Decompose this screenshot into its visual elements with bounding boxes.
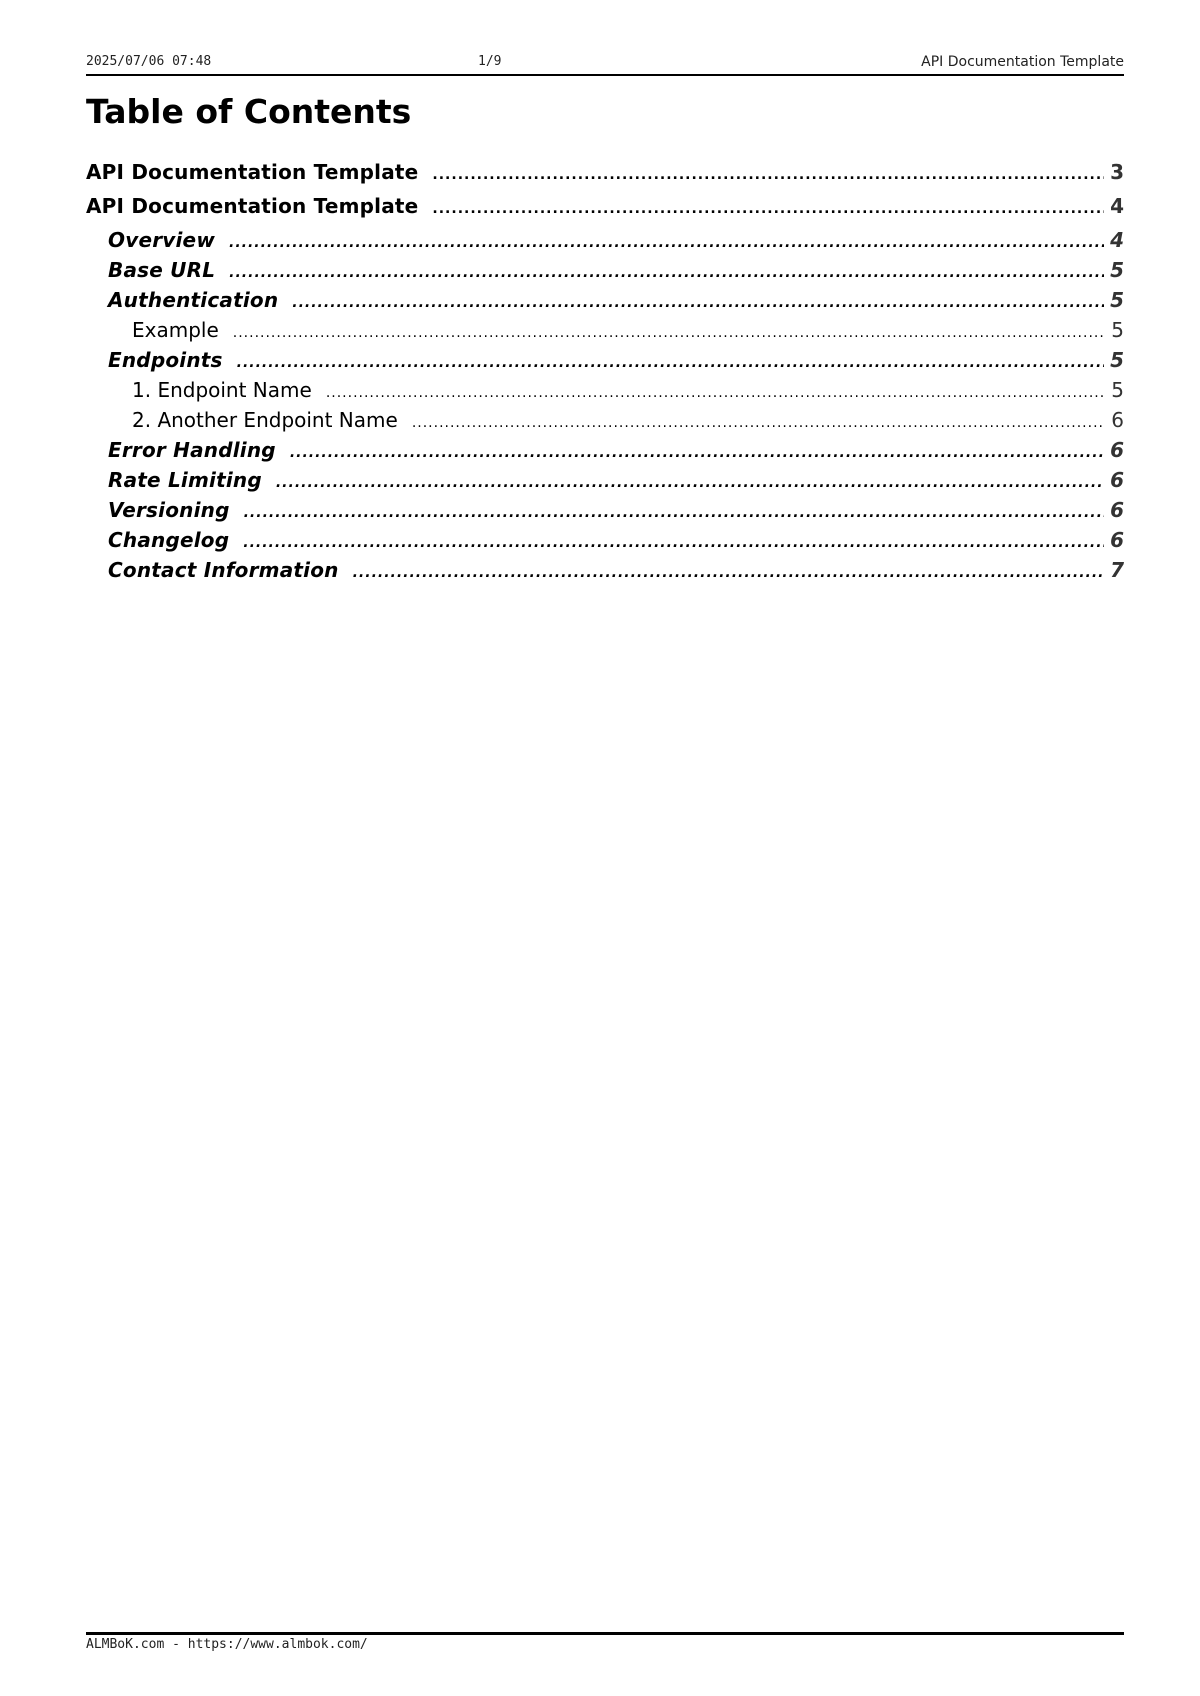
toc-entry-page: 5 xyxy=(1110,288,1124,312)
toc-entry[interactable] xyxy=(86,378,1124,408)
toc-entry-label: API Documentation Template xyxy=(86,160,419,184)
toc-entry-label: Versioning xyxy=(108,498,230,522)
toc-leader-dots xyxy=(229,265,1104,281)
page-footer xyxy=(86,1632,1124,1652)
toc-entry-page: 5 xyxy=(1111,318,1124,342)
toc-entry[interactable] xyxy=(86,288,1124,318)
page-indicator: 1/9 xyxy=(478,54,502,69)
footer-text: ALMBoK.com - https://www.almbok.com/ xyxy=(86,1637,368,1652)
toc-entry-label: 1. Endpoint Name xyxy=(132,378,312,402)
toc-entry-page: 5 xyxy=(1110,348,1124,372)
toc-entry-label: Rate Limiting xyxy=(108,468,262,492)
toc-entry-page: 4 xyxy=(1110,228,1124,252)
toc-entry-page: 6 xyxy=(1110,528,1124,552)
toc-leader-dots xyxy=(229,235,1104,251)
toc-entry[interactable] xyxy=(86,468,1124,498)
toc-leader-dots xyxy=(353,565,1104,581)
toc-entry-page: 6 xyxy=(1111,408,1124,432)
toc-entry[interactable] xyxy=(86,438,1124,468)
toc-leader-dots xyxy=(233,325,1105,341)
toc-entry[interactable] xyxy=(86,258,1124,288)
toc-entry-label: Endpoints xyxy=(108,348,223,372)
toc-leader-dots xyxy=(276,475,1104,491)
toc-entry-label: Base URL xyxy=(108,258,216,282)
toc-entry[interactable] xyxy=(86,558,1124,588)
toc-entry-page: 3 xyxy=(1110,160,1124,184)
toc-entry-label: 2. Another Endpoint Name xyxy=(132,408,398,432)
toc-entry[interactable] xyxy=(86,528,1124,558)
toc-entry-page: 4 xyxy=(1110,194,1124,218)
toc-entry-label: Example xyxy=(132,318,219,342)
toc-entry-page: 6 xyxy=(1110,468,1124,492)
toc-entry-page: 6 xyxy=(1110,498,1124,522)
toc-leader-dots xyxy=(290,445,1104,461)
toc-entry[interactable] xyxy=(86,348,1124,378)
toc-leader-dots xyxy=(243,535,1104,551)
toc-leader-dots xyxy=(244,505,1104,521)
toc-heading: Table of Contents xyxy=(86,92,412,131)
toc-entry[interactable] xyxy=(86,160,1124,194)
toc-leader-dots xyxy=(432,167,1104,183)
toc-leader-dots xyxy=(292,295,1104,311)
toc-entry-page: 5 xyxy=(1111,378,1124,402)
toc-entry-label: API Documentation Template xyxy=(86,194,419,218)
toc-entry-page: 6 xyxy=(1110,438,1124,462)
toc-entry-label: Overview xyxy=(108,228,216,252)
toc-entry-label: Authentication xyxy=(108,288,279,312)
toc-entry[interactable] xyxy=(86,318,1124,348)
toc-leader-dots xyxy=(237,355,1104,371)
toc-leader-dots xyxy=(326,385,1105,401)
toc-entry[interactable] xyxy=(86,498,1124,528)
print-timestamp: 2025/07/06 07:48 xyxy=(86,54,212,69)
toc-entry[interactable] xyxy=(86,194,1124,228)
table-of-contents xyxy=(86,160,1124,588)
toc-leader-dots xyxy=(412,415,1105,431)
toc-entry-label: Changelog xyxy=(108,528,230,552)
toc-leader-dots xyxy=(432,201,1104,217)
toc-entry-label: Error Handling xyxy=(108,438,276,462)
toc-entry[interactable] xyxy=(86,228,1124,258)
document-title: API Documentation Template xyxy=(921,54,1124,70)
toc-entry[interactable] xyxy=(86,408,1124,438)
toc-entry-label: Contact Information xyxy=(108,558,339,582)
page-header xyxy=(86,52,1124,76)
toc-entry-page: 7 xyxy=(1110,558,1124,582)
toc-entry-page: 5 xyxy=(1110,258,1124,282)
